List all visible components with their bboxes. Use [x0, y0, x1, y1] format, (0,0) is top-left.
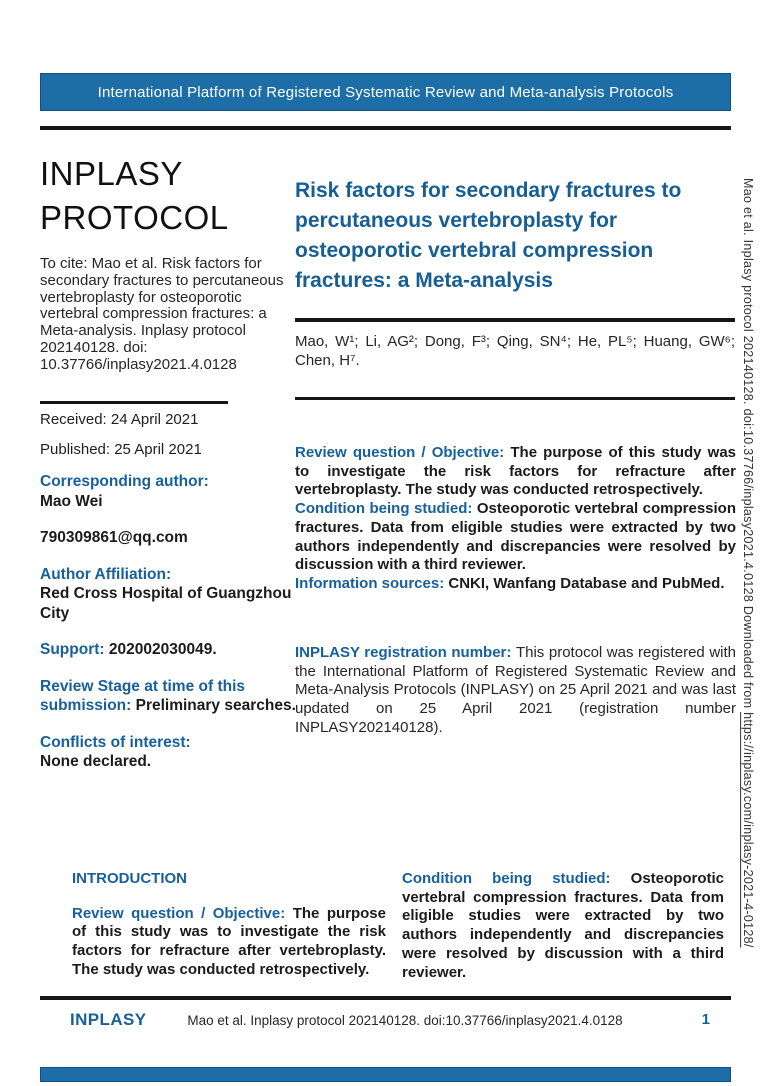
support-block — [40, 640, 296, 660]
header-rule — [40, 126, 731, 130]
corresponding-author-block — [40, 472, 296, 511]
review-stage-value: Preliminary searches. — [135, 697, 296, 714]
introduction-heading: INTRODUCTION — [72, 870, 187, 887]
metadata-column — [40, 472, 296, 789]
wordmark-line2: PROTOCOL — [40, 199, 229, 236]
condition-studied-paragraph — [402, 870, 724, 982]
article-title: Risk factors for secondary fractures to percutaneous vertebroplasty for osteoporotic vertebral compression fractures: a Meta-analysis — [295, 179, 682, 292]
information-sources-text: CNKI, Wanfang Database and PubMed. — [448, 574, 725, 592]
introduction-review-label: Review question / Objective: — [72, 904, 293, 922]
support-value: 202002030049. — [108, 641, 217, 658]
published-date: Published: 25 April 2021 — [40, 441, 202, 458]
wordmark-line1: INPLASY — [40, 155, 183, 192]
review-question-paragraph — [295, 444, 736, 500]
condition-studied-text: Osteoporotic vertebral compression fractures. Data from eligible studies were extracted by two authors independently and discrepancies were resolved by discussion with a third reviewer. — [402, 870, 724, 981]
corresponding-author-email: 790309861@qq.com — [40, 529, 188, 546]
top-banner — [40, 73, 731, 111]
left-column-rule — [40, 401, 228, 404]
author-list: Mao, W¹; Li, AG²; Dong, F³; Qing, SN⁴; He, PL⁵; Huang, GW⁶; Chen, H⁷. — [295, 333, 735, 369]
introduction-review-paragraph — [72, 905, 386, 980]
footer-rule — [40, 996, 731, 1000]
registration-label: INPLASY registration number: — [295, 644, 516, 661]
condition-label: Condition being studied: — [295, 500, 477, 518]
page-number: 1 — [701, 1011, 710, 1028]
information-sources-label: Information sources: — [295, 574, 449, 592]
conflicts-block — [40, 733, 296, 772]
introduction-review-text: The purpose of this study was to investigate the risk factors for refracture after vertebroplasty. The study was conducted retrospectively. — [72, 904, 386, 978]
introduction-column — [72, 870, 386, 980]
authors-rule — [295, 397, 735, 400]
condition-paragraph — [295, 500, 736, 575]
review-stage-block — [40, 677, 296, 716]
corresponding-author-name: Mao Wei — [40, 492, 103, 510]
information-sources-paragraph — [295, 575, 736, 594]
footer-brand: INPLASY — [70, 1010, 147, 1029]
abstract-section — [295, 444, 736, 594]
inplasy-protocol-wordmark — [40, 152, 300, 240]
review-question-text: The purpose of this study was to investigate the risk factors for refracture after vertebroplasty. The study was conducted retrospectively. — [295, 444, 736, 499]
condition-text: Osteoporotic vertebral compression fractures. Data from eligible studies were extracted by two authors independently and discrepancies were resolved by discussion with a third reviewer. — [295, 500, 736, 574]
corresponding-author-label: Corresponding author: — [40, 473, 209, 490]
condition-studied-label: Condition being studied: — [402, 870, 631, 887]
to-cite-text: To cite: Mao et al. Risk factors for secondary fractures to percutaneous vertebroplasty for osteoporotic vertebral compression fractures: a Meta-analysis. Inplasy protocol 202140128. doi: 10.37766/inplasy2021.4.0128 — [40, 255, 284, 373]
affiliation-block — [40, 565, 296, 624]
registration-text: This protocol was registered with the International Platform of Registered Systematic Review and Meta-Analysis Protocols (INPLASY) on 25 April 2021 and was last updated on 25 April 2021 (registration number INPLASY202140128). — [295, 644, 736, 736]
registration-paragraph — [295, 644, 736, 738]
footer-citation: Mao et al. Inplasy protocol 202140128. doi:10.37766/inplasy2021.4.0128 — [187, 1013, 623, 1028]
sidebar-citation-text: Mao et al. Inplasy protocol 202140128. doi:10.37766/inplasy2021.4.0128 Downloaded from — [741, 178, 755, 713]
title-rule — [295, 318, 735, 322]
conflicts-value: None declared. — [40, 753, 152, 770]
sidebar-download-link[interactable]: https://inplasy.com/inplasy-2021-4-0128/ — [741, 712, 755, 948]
email-block — [40, 528, 296, 548]
review-stage-label: Review Stage at time of this submission: — [40, 677, 245, 714]
condition-column — [402, 870, 724, 982]
top-banner-text: International Platform of Registered Systematic Review and Meta-analysis Protocols — [97, 83, 674, 101]
affiliation-value: Red Cross Hospital of Guangzhou City — [40, 585, 292, 622]
support-label: Support: — [40, 641, 109, 658]
review-question-label: Review question / Objective: — [295, 444, 511, 461]
affiliation-label: Author Affiliation: — [40, 565, 172, 583]
received-date: Received: 24 April 2021 — [40, 411, 199, 428]
conflicts-label: Conflicts of interest: — [40, 733, 191, 751]
bottom-banner — [40, 1067, 731, 1082]
sidebar-citation — [741, 178, 755, 1078]
